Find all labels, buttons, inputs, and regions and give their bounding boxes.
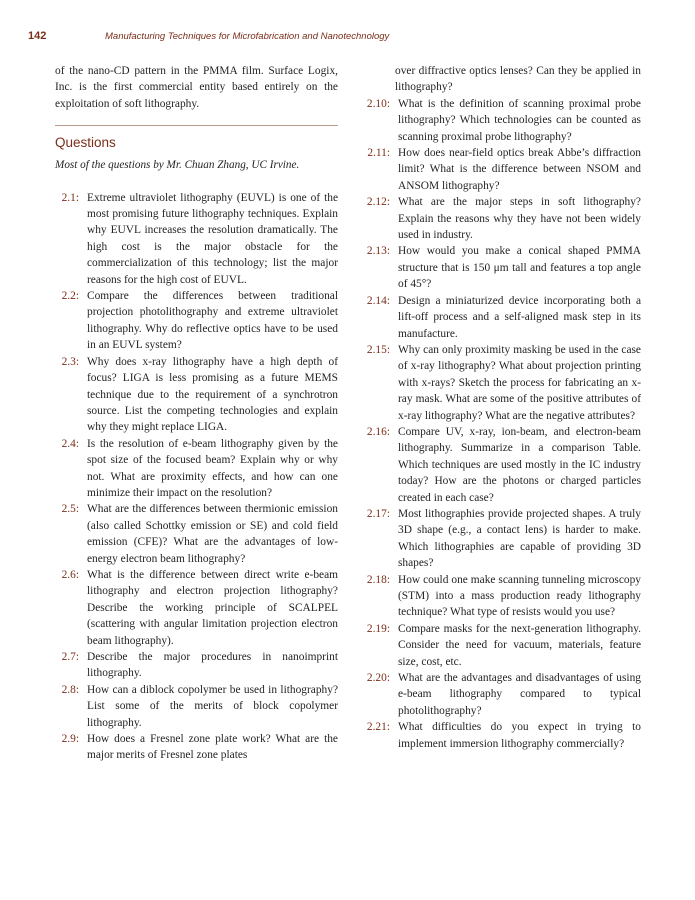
question-text: Describe the major procedures in nanoimprint lithography.: [87, 651, 338, 680]
question-number: 2.1:: [61, 191, 79, 204]
question-item: [356, 194, 641, 243]
question-item: [356, 96, 641, 145]
question-text: Compare UV, x-ray, ion-beam, and electron-beam lithography. Summarize in a comparison Table. Which techniques are used mostly in the IC industry today? How are the photons or charged particles created in each case?: [398, 425, 641, 504]
questions-credit: Most of the questions by Mr. Chuan Zhang, UC Irvine.: [55, 159, 300, 172]
question-number: 2.2:: [61, 290, 79, 303]
question-text: Why can only proximity masking be used in the case of x-ray lithography? What about projection printing with x-rays? Sketch the process for fabricating an x-ray mask. What are some of the positive attributes of x-ray lithography? What are the negative attributes?: [398, 343, 641, 422]
question-item: [356, 719, 641, 752]
question-item: [356, 572, 641, 621]
question-number: 2.3:: [61, 355, 79, 368]
question-text: How can a diblock copolymer be used in lithography? List some of the merits of block copolymer lithography.: [87, 683, 338, 729]
question-number: 2.9:: [61, 733, 79, 746]
question-number: 2.10:: [366, 97, 390, 110]
question-text: How does near-field optics break Abbe’s diffraction limit? What is the difference between NSOM and ANSOM lithography?: [398, 147, 641, 192]
question-number: 2.14:: [366, 294, 390, 307]
question-text: What is the difference between direct write e-beam lithography and electron projection lithography? Describe the working principle of SCALPEL (scattering with angular limitation projection electron beam lithography).: [87, 568, 338, 647]
question-item: [356, 670, 641, 719]
question-text: Compare masks for the next-generation lithography. Consider the need for vacuum, materials, feature size, cost, etc.: [398, 622, 641, 668]
right-column: [356, 63, 641, 752]
question-item: [356, 621, 641, 670]
question-continuation: over diffractive optics lenses? Can they be applied in lithography?: [395, 65, 641, 94]
question-number: 2.15:: [366, 343, 390, 356]
question-number: 2.13:: [366, 245, 390, 258]
question-item: [356, 342, 641, 424]
question-text: How would you make a conical shaped PMMA structure that is 150 μm tall and features a top angle of 45°?: [398, 245, 641, 291]
question-text: Extreme ultraviolet lithography (EUVL) is one of the most promising future lithography techniques. Explain why EUVL increases the resolution dramatically. The high cost is the major obstacle for the commercialization of this technology; list the major reasons for the high cost of EUVL.: [87, 191, 338, 286]
question-text: How does a Fresnel zone plate work? What are the major merits of Fresnel zone plates: [87, 733, 338, 762]
question-number: 2.5:: [61, 503, 79, 516]
question-number: 2.11:: [367, 147, 390, 160]
page-number: 142: [28, 30, 47, 42]
question-text: What are the differences between thermionic emission (also called Schottky emission or SE) and cold field emission (CFE)? What are the advantages of low-energy electron beam lithography?: [87, 503, 338, 565]
questions-heading: Questions: [55, 135, 116, 151]
question-text: What is the definition of scanning proximal probe lithography? Which technologies can be counted as scanning proximal probe lithography?: [398, 97, 641, 143]
question-item: [55, 567, 338, 649]
question-number: 2.18:: [366, 573, 390, 586]
question-number: 2.8:: [61, 683, 79, 696]
question-text: What difficulties do you expect in trying to implement immersion lithography commercially?: [398, 721, 641, 750]
left-column: [55, 63, 338, 764]
question-number: 2.20:: [366, 672, 390, 685]
question-item: [55, 354, 338, 436]
question-item: [55, 649, 338, 682]
question-text: Compare the differences between traditional projection photolithography and extreme ultraviolet lithography. Why do reflective optics have to be used in an EUVL system?: [87, 290, 338, 352]
running-title: Manufacturing Techniques for Microfabrication and Nanotechnology: [105, 31, 390, 42]
question-item: [55, 682, 338, 731]
question-item: [55, 731, 338, 764]
question-number: 2.17:: [366, 507, 390, 520]
question-number: 2.21:: [366, 721, 390, 734]
question-item: [55, 190, 338, 288]
question-number: 2.4:: [61, 437, 79, 450]
question-text: What are the advantages and disadvantages of using e-beam lithography compared to typical photolithography?: [398, 672, 641, 717]
question-text: Is the resolution of e-beam lithography given by the spot size of the focused beam? Explain why or why not. What are proximity effects, and how can one minimize their impact on the resolution?: [87, 437, 338, 499]
question-item: [356, 145, 641, 194]
question-text: Design a miniaturized device incorporating both a lift-off process and a self-aligned mask step in its manufacture.: [398, 294, 641, 340]
question-number: 2.12:: [366, 196, 390, 209]
question-item: [356, 293, 641, 342]
question-number: 2.16:: [366, 425, 390, 438]
question-number: 2.6:: [61, 568, 79, 581]
question-number: 2.19:: [366, 622, 390, 635]
section-divider: [55, 125, 338, 126]
question-item: [55, 436, 338, 502]
question-text: How could one make scanning tunneling microscopy (STM) into a mass production ready lithography technique? What type of resists would you use?: [398, 573, 641, 619]
question-item: [356, 506, 641, 572]
question-item: [356, 243, 641, 292]
question-number: 2.7:: [61, 651, 79, 663]
question-text: What are the major steps in soft lithography? Explain the reasons why they have not been widely used in industry.: [398, 196, 641, 242]
intro-paragraph: of the nano-CD pattern in the PMMA film. Surface Logix, Inc. is the first commercial entity based entirely on the exploitation of soft lithography.: [55, 65, 338, 110]
question-item: [55, 288, 338, 354]
question-text: Why does x-ray lithography have a high depth of focus? LIGA is less promising as a future MEMS technique due to the requirement of a synchrotron source. List the competing technologies and explain why they might replace LIGA.: [87, 355, 338, 434]
question-item: [356, 424, 641, 506]
question-text: Most lithographies provide projected shapes. A truly 3D shape (e.g., a contact lens) is harder to make. Which lithographies are capable of providing 3D shapes?: [398, 507, 641, 570]
question-item: [55, 501, 338, 567]
